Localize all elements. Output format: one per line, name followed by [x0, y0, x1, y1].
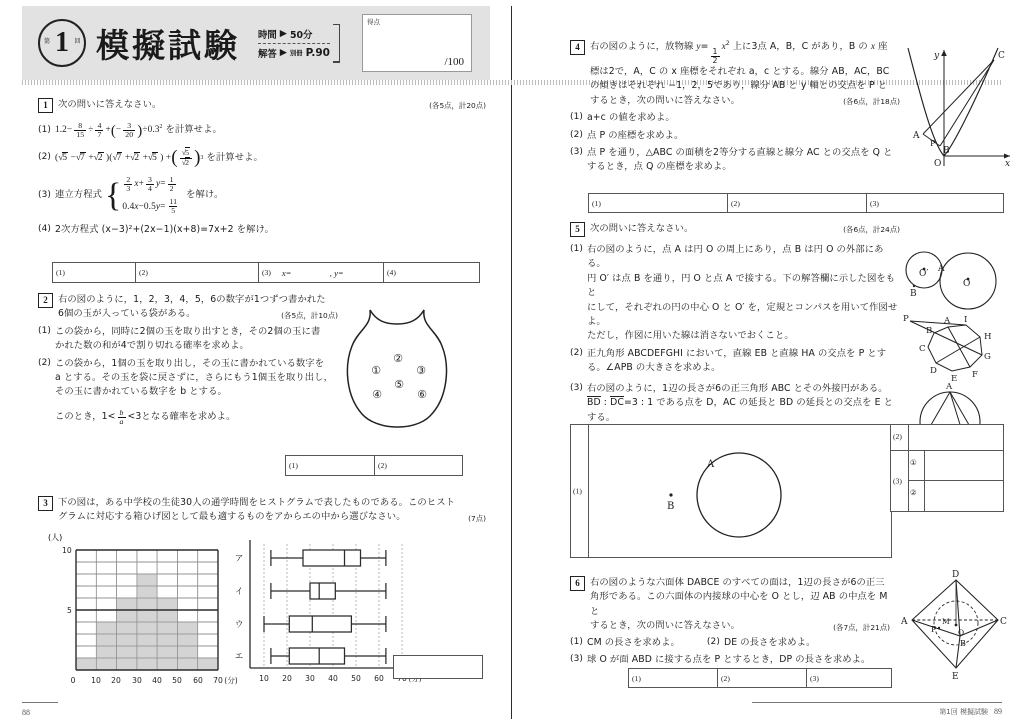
label-y-axis: y [934, 51, 940, 61]
answer-cell-2[interactable]: (2) [378, 461, 387, 470]
boxplot-label-u: ウ [234, 619, 244, 629]
boxplot-label-a: ア [234, 553, 244, 563]
question-2-stem-1: 右の図のように，1，2，3，4，5，6の数字が1つずつ書かれた [58, 294, 326, 305]
question-2 [38, 293, 338, 426]
xtick-10: 10 [91, 676, 101, 685]
answer-cell-2[interactable]: (2) [728, 194, 867, 212]
label-P: P [931, 625, 937, 634]
ball-6: ⑥ [417, 388, 427, 401]
q4-item-3: (3) 点 P を通り，△ABC の面積を2等分する直線と線分 AC との交点を Q と するとき，点 Q の座標を求めよ。 [570, 146, 893, 173]
folio-right: 89 [994, 707, 1002, 716]
label-F: F [972, 370, 978, 380]
ytick-10: 10 [62, 546, 72, 555]
q2-item-2: (2) この袋から，1個の玉を取り出し，その玉に書かれている数字を a とする。その玉を袋に戻さずに，さらにもう1個玉を取り出し， その玉に書かれている数字を b とする。 [38, 357, 333, 398]
label-D: D [930, 366, 937, 376]
q1-item-2-suffix: を計算せよ。 [206, 151, 263, 163]
question-4-points: (各6点，計18点) [843, 97, 900, 107]
question-3-number: 3 [38, 496, 53, 511]
question-4-answer-table[interactable] [588, 193, 1004, 213]
exam-meta [254, 24, 340, 63]
label-A: A [901, 617, 908, 627]
question-2-points: (各5点，計10点) [281, 310, 338, 320]
folio-right-group [939, 707, 1002, 717]
folio-rule-left [22, 702, 58, 703]
q2-closing: このとき，1< $\frac{b}{a}$ <3となる確率を求めよ。 [55, 407, 236, 427]
answer-3-y: y= [334, 267, 344, 278]
score-denominator: /100 [444, 56, 464, 68]
label-G: G [984, 352, 991, 362]
badge-suffix: 回 [74, 38, 80, 45]
label-I: I [964, 315, 968, 325]
exam-header [22, 6, 490, 80]
arrow-icon: ▶ [279, 28, 287, 39]
question-3 [38, 496, 486, 524]
question-6-points: (各7点，計21点) [833, 622, 890, 632]
answer-label: 解答 [258, 48, 277, 60]
label-B: B [910, 289, 917, 299]
ball-bag-figure [318, 300, 478, 445]
ball-3: ③ [416, 364, 426, 377]
badge-prefix: 第 [44, 38, 50, 45]
bp-xtick-20: 20 [282, 674, 292, 683]
label-O: O [963, 279, 971, 289]
answer-cell-2[interactable]: (2) [718, 669, 807, 687]
answer-3-x: x= [281, 267, 292, 278]
label-B: B [943, 146, 950, 156]
label-A: A [707, 459, 715, 470]
question-2-stem-2: 6個の玉が入っている袋がある。 [58, 308, 196, 320]
question-6-number: 6 [570, 576, 585, 591]
boxplot-label-i: イ [234, 586, 244, 596]
q1-item-3-suffix: を解け。 [186, 189, 224, 201]
q1-item-3: (3) 連立方程式 { $\frac{2}{3}$ x + $\frac{3}{4}$ y = $\frac{1}{2}$ 0.4x−0.5y= $\frac{11}{5}$ を解け。 [38, 174, 224, 216]
answer-cell-1[interactable]: (1) [629, 669, 718, 687]
xtick-70: 70 [213, 676, 223, 685]
folio-left: 88 [22, 708, 30, 717]
q1-item-3-prefix: 連立方程式 [55, 189, 102, 201]
label-E: E [951, 374, 958, 384]
label-B: B [960, 639, 966, 648]
question-5-number: 5 [570, 222, 585, 237]
q1-item-1: (1) 1.2− $\frac{8}{15}$ ÷ $\frac{4}{7}$ + ( − $\frac{3}{20}$ ) $\div 0.3^2$ を計算せよ。 [38, 121, 222, 140]
exam-round-badge [38, 19, 86, 67]
label-M: M [942, 617, 950, 626]
parabola-figure [898, 38, 1016, 168]
q1-item-1-suffix: を計算せよ。 [165, 124, 222, 136]
question-1-number: 1 [38, 98, 53, 113]
label-B: B [667, 501, 675, 512]
page-spine [511, 6, 512, 719]
label-O: O [934, 159, 942, 169]
question-2-number: 2 [38, 293, 53, 308]
q2-item-1: (1) この袋から，同時に2個の玉を取り出すとき，その2個の玉に書 かれた数の和が4で割り切れる確率を求めよ。 [38, 325, 321, 352]
answer-cell-3[interactable]: (3) x= , y= [259, 263, 384, 282]
time-label: 時間 [258, 29, 277, 41]
q5-item-2: (2) 正九角形 ABCDEFGHI において，直線 EB と直線 HA の交点を P とす る。∠APB の大きさを求めよ。 [570, 347, 887, 374]
label-A: A [913, 131, 920, 141]
label-A: A [944, 316, 951, 326]
q6-item-3: (3) 球 O が面 ABD に接する点を P とするとき，DP の長さを求めよ。 [570, 654, 871, 666]
question-6-answer-table[interactable] [628, 668, 892, 688]
question-3-stem-1: 下の図は，ある中学校の生徒30人の通学時間をヒストグラムで表したものである。このヒスト [58, 497, 456, 508]
q4-item-2: (2) 点 P の座標を求めよ。 [570, 129, 684, 141]
answer-page: P.90 [305, 46, 330, 59]
label-A: A [938, 264, 945, 274]
q1-item-3-tag: (3) [38, 189, 52, 200]
xtick-30: 30 [132, 676, 142, 685]
label-A: A [946, 382, 953, 392]
ball-2: ② [393, 352, 403, 365]
histogram-xlabel: (分) [224, 676, 238, 685]
ball-1: ① [371, 364, 381, 377]
question-4-stem-1: 右の図のように，放物線 y= $\frac{1}{2}$ $x^2$ 上に3点 A，B，C があり，B の x 座 [590, 41, 888, 65]
label-C: C [1000, 617, 1007, 627]
answer-cell-3[interactable]: (3) [810, 673, 819, 683]
question-5-item-3: (3) 右の図のように，1辺の長さが6の正三角形 ABC とその外接円がある。 BD : DC=3 : 1 である点を D，AC の延長と BD の延長との交点を E とする。 [570, 383, 894, 423]
question-4-stem-2: 標は2で，A，C の x 座標をそれぞれ a，c とする。線分 AB，AC，BC [590, 65, 890, 77]
question-1-answer-table[interactable] [52, 262, 480, 283]
label-E: E [952, 672, 959, 682]
page-title: 模擬試験 [96, 25, 240, 65]
question-3-stem-2: グラムに対応する箱ひげ図として最も適するものをアからエの中から選びなさい。 [58, 511, 406, 523]
ytick-5: 5 [67, 606, 72, 615]
answer-booklet-label: 別冊 [289, 50, 303, 57]
badge-number: 1 [55, 27, 69, 58]
q1-item-4-tag: (4) [38, 224, 52, 235]
label-B: B [926, 326, 933, 336]
footer-note: 第1回 模擬試験 [939, 708, 988, 716]
q5-item-1: (1) 右の図のように，点 A は円 O の周上にあり，点 B は円 O の外部にある。 円 O′ は点 B を通り，円 O と点 A で接する。下の解答欄に示した図をもと にして，それぞれの円の中心 O と O′ を，定規とコンパスを用いて作図せよ。 ただし，作図に用いた線は消さないでおくこと。 [570, 244, 898, 342]
question-1 [38, 98, 486, 238]
score-box[interactable] [362, 14, 472, 72]
boxplot-label-e: エ [234, 651, 244, 661]
answer-cell-1[interactable]: (1) [53, 263, 136, 282]
question-6-stem-2: 角形である。この六面体の内接球の中心を O とし，辺 AB の中点を M と [590, 591, 888, 617]
question-4-stem-3: の傾きはそれぞれ −1，2，5であり，線分 AB と y 軸との交点を P と [590, 80, 888, 92]
q1-item-4-text: 2次方程式 (x−3)²+(2x−1)(x+8)=7x+2 を解け。 [55, 224, 274, 236]
nonagon-figure [898, 311, 1016, 387]
question-5-answer-table[interactable]: (2) (3) ① ② [890, 424, 1004, 512]
histogram-chart [42, 528, 238, 688]
question-4 [570, 40, 900, 175]
label-D: D [952, 570, 960, 580]
answer-cell-1[interactable]: (1) [286, 456, 375, 475]
q6-items-row: (1) CM の長さを求めよ。 (2) DE の長さを求めよ。 [570, 636, 816, 648]
question-4-stem-4: するとき，次の問いに答えなさい。 [590, 94, 740, 106]
question-3-answer-box[interactable] [393, 655, 483, 679]
bipyramid-figure [898, 568, 1016, 680]
label-O: O [958, 628, 965, 637]
score-label: 得点 [367, 18, 380, 26]
tangent-circles-figure [898, 243, 1016, 315]
answer-cell-3[interactable]: (3) [870, 198, 879, 208]
q1-item-2: (2) (√5 −√7 +√2 )(√7 +√2 +√5 ) + ( $\frac{√5}{√2}$ ) 3 を計算せよ。 [38, 147, 263, 169]
construction-workspace[interactable] [631, 439, 821, 547]
question-1-stem: 次の問いに答えなさい。 [58, 99, 162, 110]
folio-rule-right [752, 702, 1002, 703]
q1-item-1-tag: (1) [38, 124, 52, 135]
question-5-construction-answer-box[interactable]: (1) B A [570, 424, 892, 558]
question-5 [570, 222, 900, 376]
answer-cell-4[interactable]: (4) [387, 268, 396, 277]
question-2-answer-table[interactable] [285, 455, 463, 476]
q1-item-4 [38, 223, 486, 237]
question-5-points: (各6点，計24点) [843, 225, 900, 234]
label-H: H [984, 332, 992, 342]
xtick-40: 40 [152, 676, 162, 685]
time-value: 50分 [289, 29, 313, 41]
label-P: P [903, 314, 909, 324]
label-P: P [930, 139, 936, 148]
label-C: C [998, 51, 1005, 61]
question-5-stem: 次の問いに答えなさい。 [590, 223, 694, 234]
bp-xtick-40: 40 [328, 674, 338, 683]
ball-5: ⑤ [394, 378, 404, 391]
bp-xtick-50: 50 [351, 674, 361, 683]
label-C: C [919, 344, 926, 354]
answer-cell-1[interactable]: (1) [589, 194, 728, 212]
bp-xtick-10: 10 [259, 674, 269, 683]
label-O-prime: O′ [919, 269, 929, 279]
label-x-axis: x [1005, 159, 1011, 169]
question-3-points: (7点) [468, 513, 486, 523]
xtick-60: 60 [193, 676, 203, 685]
arc-ratio-line: BD : DC=3 : 1 である点を D，AC の延長と BD の延長との交点を E とする。 [587, 397, 894, 423]
q1-item-2-tag: (2) [38, 152, 52, 163]
bp-xtick-30: 30 [305, 674, 315, 683]
arrow-icon-2: ▶ [279, 47, 287, 58]
ball-4: ④ [372, 388, 382, 401]
question-6-stem-3: するとき，次の問いに答えなさい。 [590, 620, 740, 632]
histogram-ylabel: (人) [48, 533, 63, 542]
xtick-0: 0 [70, 676, 76, 685]
question-1-points: (各5点，計20点) [429, 101, 486, 110]
xtick-50: 50 [172, 676, 182, 685]
question-4-number: 4 [570, 40, 585, 55]
q4-item-1: (1) a+c の値を求めよ。 [570, 112, 675, 124]
question-6-stem-1: 右の図のような六面体 DABCE のすべての面は，1辺の長さが6の正三 [590, 577, 885, 588]
bp-xtick-60: 60 [374, 674, 384, 683]
answer-cell-2[interactable]: (2) [136, 263, 259, 282]
xtick-20: 20 [111, 676, 121, 685]
boxplot-chart [230, 528, 420, 688]
question-6 [570, 576, 890, 667]
